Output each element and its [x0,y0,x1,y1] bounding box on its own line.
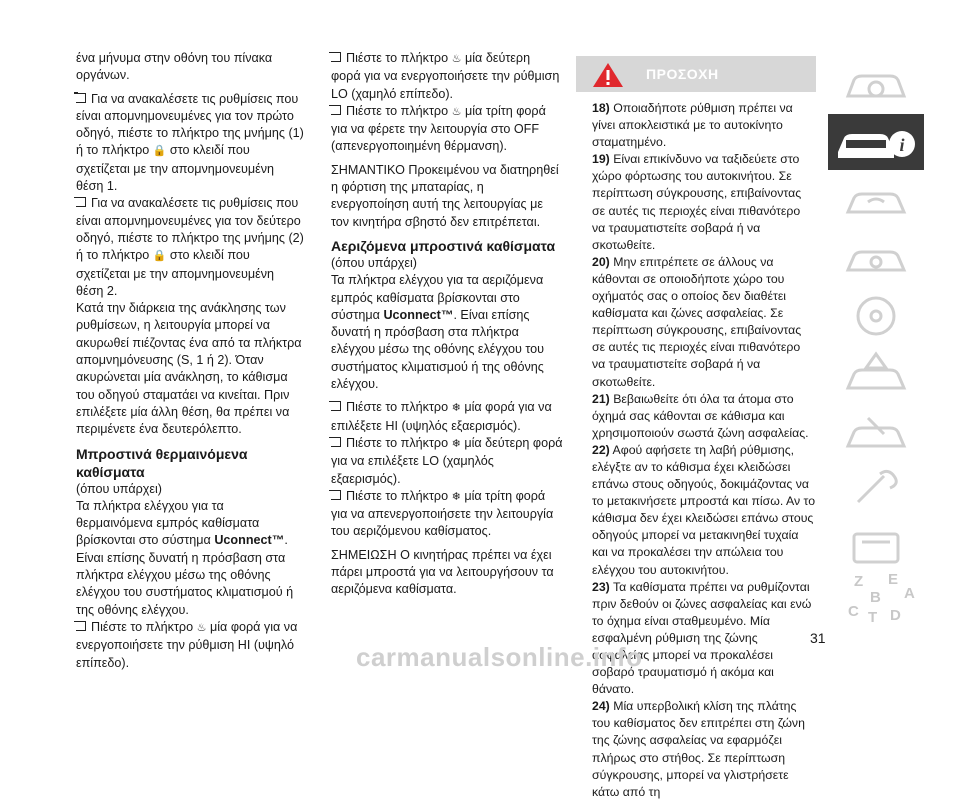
paragraph: Κατά την διάρκεια της ανάκλησης των ρυθμίσεων, η λειτουργία μπορεί να ακυρωθεί πιέζοντας ένα από τα πλήκτρα απομνημόνευσης (S, 1 ή 2). Όταν ακυρώνεται μία ανάκληση, το κάθισμα του οδηγού σταματάει να κινείται. Πριν επιλέξετε μία άλλη θέση, θα πρέπει να περιμένετε ένα δευτερόλεπτο. [76,301,302,437]
tab-warnings[interactable] [828,346,924,402]
text: Τα πλήκτρα ελέγχου για τα αεριζόμενα εμπρός καθίσματα βρίσκονται στο σύστημα [331,273,544,322]
index-letter: B [870,589,881,606]
paragraph [76,195,304,300]
warning-text: Βεβαιωθείτε ότι όλα τα άτομα στο όχημά σας κάθονται σε κάθισμα και χρησιμοποιούν σωστά ζώνη ασφαλείας. [592,391,809,440]
tab-start[interactable] [828,230,924,286]
text: μία φορά για να επιλέξετε HI (υψηλός εξαερισμός). [331,400,552,433]
paragraph [331,488,563,541]
index-letter: A [904,585,915,602]
text: . Είναι επίσης δυνατή η πρόσβαση στα πλήκτρα ελέγχου μέσω της οθόνης ελέγχου του συστήματος κλιματισμού ή της οθόνης ελέγχου. [76,533,294,617]
key-fob-icon: 🔒 [152,250,167,263]
index-letter: E [888,571,899,588]
text: μία τρίτη φορά για να απενεργοποιήσετε την λειτουργία του αεριζόμενου καθίσματος. [331,488,554,539]
paragraph: (όπου υπάρχει) [331,255,417,270]
warning-number: 19) [592,152,610,167]
section-heading: Αεριζόμενα μπροστινά καθίσματα [331,237,556,254]
index-letter: T [868,609,878,626]
watermark: carmanualsonline.info [356,642,643,672]
paragraph [331,435,563,488]
warning-list [592,100,816,801]
brand-name: Uconnect™ [214,533,285,548]
car-start-icon [828,230,924,286]
brand-name: Uconnect™ [383,307,454,322]
paragraph: ΣΗΜΕΙΩΣΗ Ο κινητήρας πρέπει να έχει πάρει μπροστά για να λειτουργήσουν τα αεριζόμενα καθίσματα. [331,547,554,597]
warning-number: 23) [592,579,610,594]
ventilated-seat-icon: ❄ [451,490,461,503]
bullet-icon [76,621,86,631]
car-dashboard-icon [828,56,924,112]
svg-text:i: i [899,135,905,155]
paragraph [76,619,304,672]
warning-text: Μία υπερβολική κλίση της πλάτης του καθίσματος δεν επιτρέπει στη ζώνη της ζώνης ασφαλείας να εφαρμόζει πλήρως στο στήθος. Σε περίπτωση σύγκρουσης, μπορεί να γλιστρήσετε κάτω από τη [592,699,805,799]
warning-triangle-icon [592,62,624,88]
heated-seat-icon: ♨ [451,105,462,118]
warning-item [592,698,816,801]
warning-car-icon [828,346,924,402]
text: Για να ανακαλέσετε τις ρυθμίσεις που είναι απομνημονευμένες για τον πρώτο οδηγό, πιέστε το πλήκτρο της μνήμης (1) ή το πλήκτρο [76,91,304,158]
bullet-icon [331,105,341,115]
text: στο κλειδί που σχετίζεται με την απομνημονευμένη θέση 1. [76,143,275,194]
warning-text: Μην επιτρέπετε σε άλλους να κάθονται σε οποιοδήποτε χώρο του οχήματός σας ο οποίος δεν διαθέτει καθίσματα και ζώνες ασφαλείας. Σε περίπτωση σύγκρουσης, επιβαίνοντας σε αυτές τις περιοχές είναι πιθανότερο να τραυματιστείτε σοβαρά ή να σκοτωθείτε. [592,254,802,389]
paragraph [76,498,304,619]
warning-number: 24) [592,699,610,714]
chapter-sidebar [828,56,960,626]
section-heading: Μπροστινά θερμαινόμενα καθίσματα [76,445,248,480]
paragraph [331,272,563,393]
bullet-icon [76,197,86,207]
bullet-icon [331,52,341,62]
warning-text: Αφού αφήσετε τη λαβή ρύθμισης, ελέγξτε αν το κάθισμα έχει κλειδώσει επάνω στους οδηγούς, δοκιμάζοντας να το μετακινήσετε μπροστά και πίσω. Αν το κάθισμα δεν έχει κλειδώσει επάνω στους οδηγούς μπορεί να μετακινηθεί τυχαία και να προκαλέσει την απώλεια του ελέγχου του αυτοκινήτου. [592,442,816,577]
tools-car-icon [828,404,924,460]
wrench-icon [828,462,924,518]
steering-wheel-icon [828,288,924,344]
paragraph [331,399,563,435]
text: Πιέστε το πλήκτρο [346,435,452,450]
tab-steering[interactable] [828,288,924,344]
warning-number: 22) [592,442,610,457]
text: . Είναι επίσης δυνατή η πρόσβαση στα πλήκτρα ελέγχου μέσω της οθόνης ελέγχου του συστήματος κλιματισμού ή της οθόνης ελέγχου. [331,307,545,392]
paragraph [331,103,563,156]
warning-number: 21) [592,391,610,406]
warning-number: 20) [592,254,610,269]
column-2 [331,50,563,599]
paragraph: ένα μήνυμα στην οθόνη του πίνακα οργάνων. [76,51,273,83]
warning-item [592,254,816,391]
index-letter: C [848,603,859,620]
tab-dashboard[interactable] [828,56,924,112]
text: Πιέστε το πλήκτρο [346,51,452,65]
paragraph: ΣΗΜΑΝΤΙΚΟ Προκειμένου να διατηρηθεί η φόρτιση της μπαταρίας, η ενεργοποίηση αυτή της λειτουργίας με τον κινητήρα σβηστό δεν επιτρέπεται. [331,162,559,229]
bullet-icon [331,490,341,500]
column-1 [76,50,304,672]
warning-item [592,100,816,151]
index-letter: D [890,607,901,624]
tab-emergency[interactable] [828,404,924,460]
car-info-icon [828,114,924,170]
text: μία δεύτερη φορά για να ενεργοποιήσετε την ρύθμιση LO (χαμηλό επίπεδο). [331,51,560,101]
ventilated-seat-icon: ❄ [451,402,461,415]
warning-text: Οποιαδήποτε ρύθμιση πρέπει να γίνει αποκλειστικά με το αυτοκίνητο σταματημένο. [592,101,793,150]
heated-seat-icon: ♨ [451,53,462,65]
alphabet-index-icon [828,564,924,626]
text: μία τρίτη φορά για να φέρετε την λειτουργία στο OFF (απενεργοποιημένη θέρμανση). [331,103,546,154]
warning-header [576,56,816,92]
text: μία φορά για να ενεργοποιήσετε την ρύθμιση HI (υψηλό επίπεδο). [76,619,298,670]
warning-text: Τα καθίσματα πρέπει να ρυθμίζονται πριν δεθούν οι ζώνες ασφαλείας και ενώ το όχημα είναι σταθμευμένο. Μία εσφαλμένη ρύθμιση της ζώνης ασφαλείας μπορεί να προκαλέσει σοβαρό τραυματισμό ή ακόμα και θάνατο. [592,579,812,697]
text: Πιέστε το πλήκτρο [91,619,197,634]
text: μία δεύτερη φορά για να επιλέξετε LO (χαμηλός εξαερισμός). [331,435,563,486]
warning-item [592,391,816,442]
bullet-icon [331,401,341,411]
text: Πιέστε το πλήκτρο [346,400,452,415]
text: στο κλειδί που σχετίζεται με την απομνημονευμένη θέση 2. [76,248,275,298]
tab-car-info[interactable] [828,114,924,170]
warning-title: ΠΡΟΣΟΧΗ [646,66,719,82]
page-number: 31 [810,630,826,646]
key-fob-icon: 🔒 [152,145,167,158]
tab-safety[interactable] [828,172,924,228]
text: Τα πλήκτρα ελέγχου για τα θερμαινόμενα εμπρός καθίσματα βρίσκονται στο σύστημα [76,498,260,548]
warning-item [592,442,816,579]
bullet-icon [331,437,341,447]
paragraph: (όπου υπάρχει) [76,481,162,496]
warning-item [592,579,816,699]
ventilated-seat-icon: ❄ [451,437,461,450]
warning-item [592,151,816,254]
tab-index[interactable] [828,564,924,626]
paragraph [331,50,563,103]
car-safety-icon [828,172,924,228]
text: Πιέστε το πλήκτρο [346,103,452,118]
warning-text: Είναι επικίνδυνο να ταξιδεύετε στο χώρο φόρτωσης του αυτοκινήτου. Σε περίπτωση σύγκρουσης, επιβαίνοντας σε αυτές τις περιοχές είναι πιθανότερο να τραυματιστείτε σοβαρά ή να σκοτωθείτε. [592,152,802,252]
text: Πιέστε το πλήκτρο [346,488,452,503]
warning-number: 18) [592,101,610,115]
tab-maintenance[interactable] [828,462,924,518]
heated-seat-icon: ♨ [196,621,207,634]
text: Για να ανακαλέσετε τις ρυθμίσεις που είναι απομνημονευμένες για τον δεύτερο οδηγό, πιέστε το πλήκτρο της μνήμης (2) ή το πλήκτρο [76,196,304,263]
index-letter: Z [854,573,864,590]
paragraph [76,91,304,196]
bullet-icon [76,93,86,103]
